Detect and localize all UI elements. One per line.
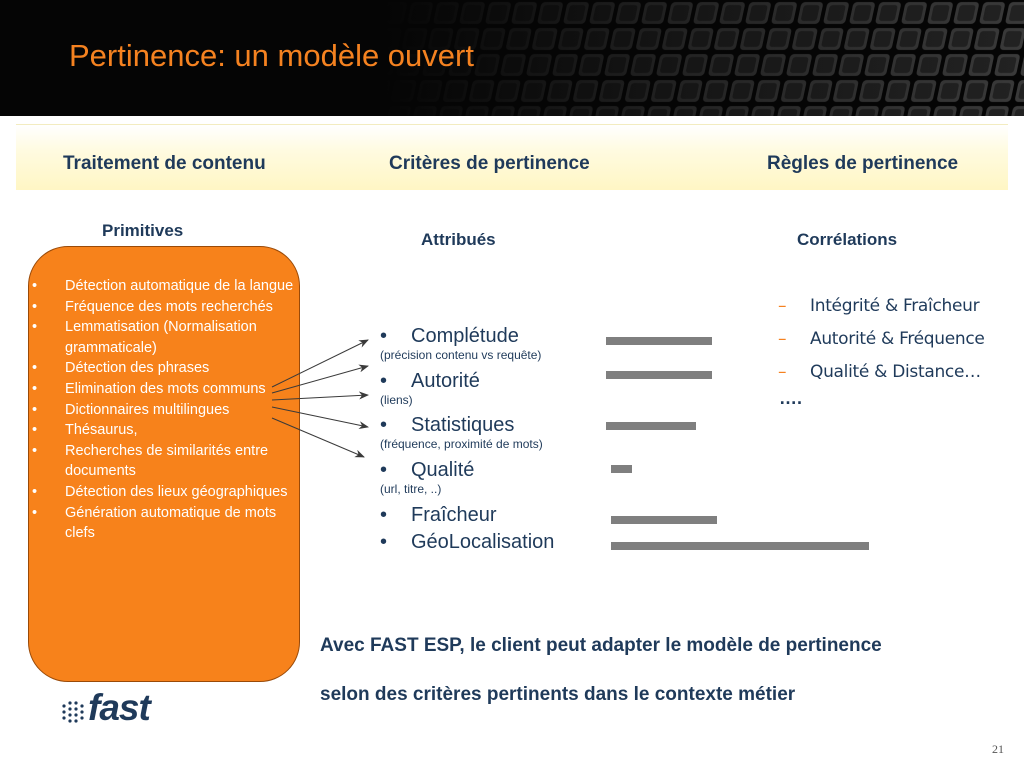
primitives-list (30, 276, 298, 544)
list-item: • Lemmatisation (Normalisation grammaticale) (30, 317, 298, 358)
statement-line-2: selon des critères pertinents dans le contexte métier (320, 684, 796, 705)
correlations-heading: Corrélations (797, 230, 898, 249)
statement-line-1: Avec FAST ESP, le client peut adapter le modèle de pertinence (320, 635, 882, 656)
primitives-heading: Primitives (102, 221, 184, 240)
criteria-item-geolocalisation: • GéoLocalisation (380, 531, 555, 553)
fast-logo-text: fast (88, 687, 150, 728)
list-item: • Génération automatique de mots clefs (30, 503, 298, 544)
category-band (16, 124, 1008, 190)
band-col-relevance-rules: Règles de pertinence (767, 153, 959, 174)
band-col-content-processing: Traitement de contenu (63, 153, 266, 174)
criteria-item-fraicheur: • Fraîcheur (380, 504, 497, 526)
list-item: • Détection des lieux géographiques (30, 482, 298, 503)
list-item: • Elimination des mots communs (30, 379, 298, 400)
weight-bar-fraicheur (611, 516, 717, 524)
list-item: • Fréquence des mots recherchés (30, 297, 298, 318)
correlations-more: …. (779, 388, 803, 408)
list-item: • Détection automatique de la langue (30, 276, 298, 297)
weight-bar-completude (606, 337, 712, 345)
slide-title: Pertinence: un modèle ouvert (69, 38, 474, 73)
weight-bar-qualite (611, 465, 632, 473)
list-item: • Dictionnaires multilingues (30, 400, 298, 421)
criteria-item-qualite: • Qualité (url, titre, ..) (380, 459, 475, 496)
correlation-item: – Autorité & Fréquence (778, 329, 985, 349)
weight-bar-autorite (606, 371, 712, 379)
band-col-relevance-criteria: Critères de pertinence (389, 153, 590, 174)
criteria-item-autorite: • Autorité (liens) (380, 370, 480, 407)
criteria-item-completude: • Complétude (précision contenu vs requête) (380, 325, 542, 362)
attributes-heading: Attribués (421, 230, 496, 249)
weight-bar-statistiques (606, 422, 696, 430)
correlation-item: – Qualité & Distance… (778, 362, 981, 382)
header-pattern-decoration (384, 0, 1024, 116)
weight-bar-geolocalisation (611, 542, 869, 550)
criteria-item-statistiques: • Statistiques (fréquence, proximité de mots) (380, 414, 543, 451)
list-item: • Recherches de similarités entre documents (30, 441, 298, 482)
header-bar (0, 0, 1024, 116)
list-item: • Détection des phrases (30, 358, 298, 379)
correlation-item: – Intégrité & Fraîcheur (778, 296, 980, 316)
page-number: 21 (992, 742, 1004, 756)
list-item: • Thésaurus, (30, 420, 298, 441)
